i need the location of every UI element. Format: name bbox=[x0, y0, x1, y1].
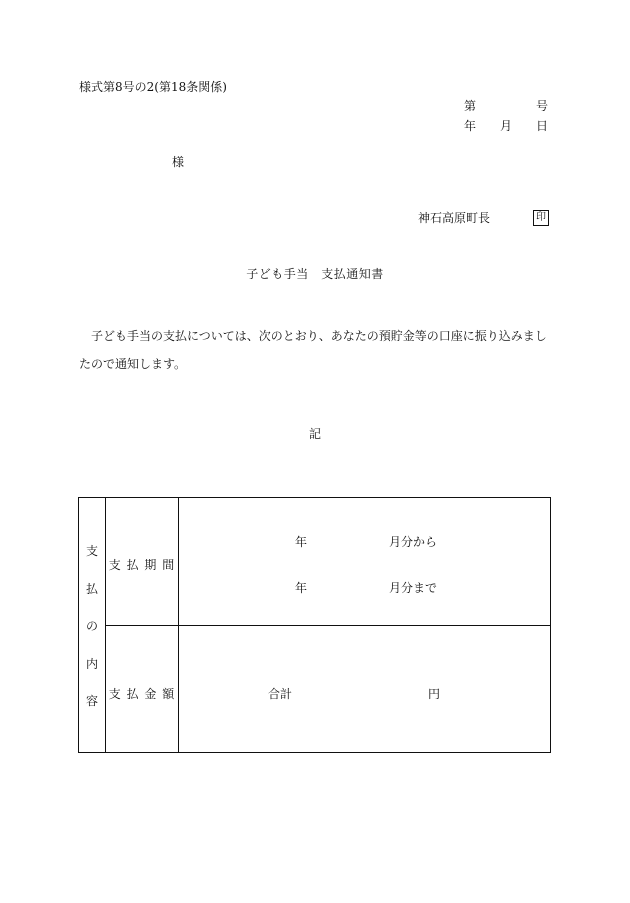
doc-number-suffix: 号 bbox=[536, 99, 549, 113]
period-to-month: 月分まで bbox=[389, 581, 438, 595]
ki-heading: 記 bbox=[308, 427, 321, 441]
side-label-char: 内 bbox=[85, 657, 98, 671]
seal-mark: 印 bbox=[533, 210, 549, 226]
addressee-suffix: 様 bbox=[172, 155, 185, 169]
period-from-month: 月分から bbox=[389, 535, 438, 549]
document-title: 子ども手当 支払通知書 bbox=[246, 267, 384, 281]
period-from-year: 年 bbox=[295, 535, 308, 549]
doc-number-prefix: 第 bbox=[464, 99, 477, 113]
form-number: 様式第8号の2(第18条関係) bbox=[79, 80, 227, 94]
issuer-title: 神石高原町長 bbox=[418, 211, 491, 225]
side-label-char: の bbox=[85, 619, 98, 633]
side-label-char: 支 bbox=[85, 544, 98, 558]
date-year-label: 年 bbox=[464, 119, 477, 133]
payment-period-label: 支 払 期 間 bbox=[108, 558, 176, 572]
date-month-label: 月 bbox=[500, 119, 513, 133]
date-day-label: 日 bbox=[536, 119, 549, 133]
side-label-char: 容 bbox=[85, 694, 98, 708]
amount-unit: 円 bbox=[428, 687, 441, 701]
notice-body: 子ども手当の支払については、次のとおり、あなたの預貯金等の口座に振り込みましたので通知します。 bbox=[79, 329, 547, 371]
payment-amount-label: 支 払 金 額 bbox=[108, 687, 176, 701]
payment-details-table bbox=[78, 497, 551, 753]
period-to-year: 年 bbox=[295, 581, 308, 595]
table-divider-row bbox=[105, 625, 550, 626]
amount-total-label: 合計 bbox=[268, 687, 293, 701]
side-label-char: 払 bbox=[85, 582, 98, 596]
